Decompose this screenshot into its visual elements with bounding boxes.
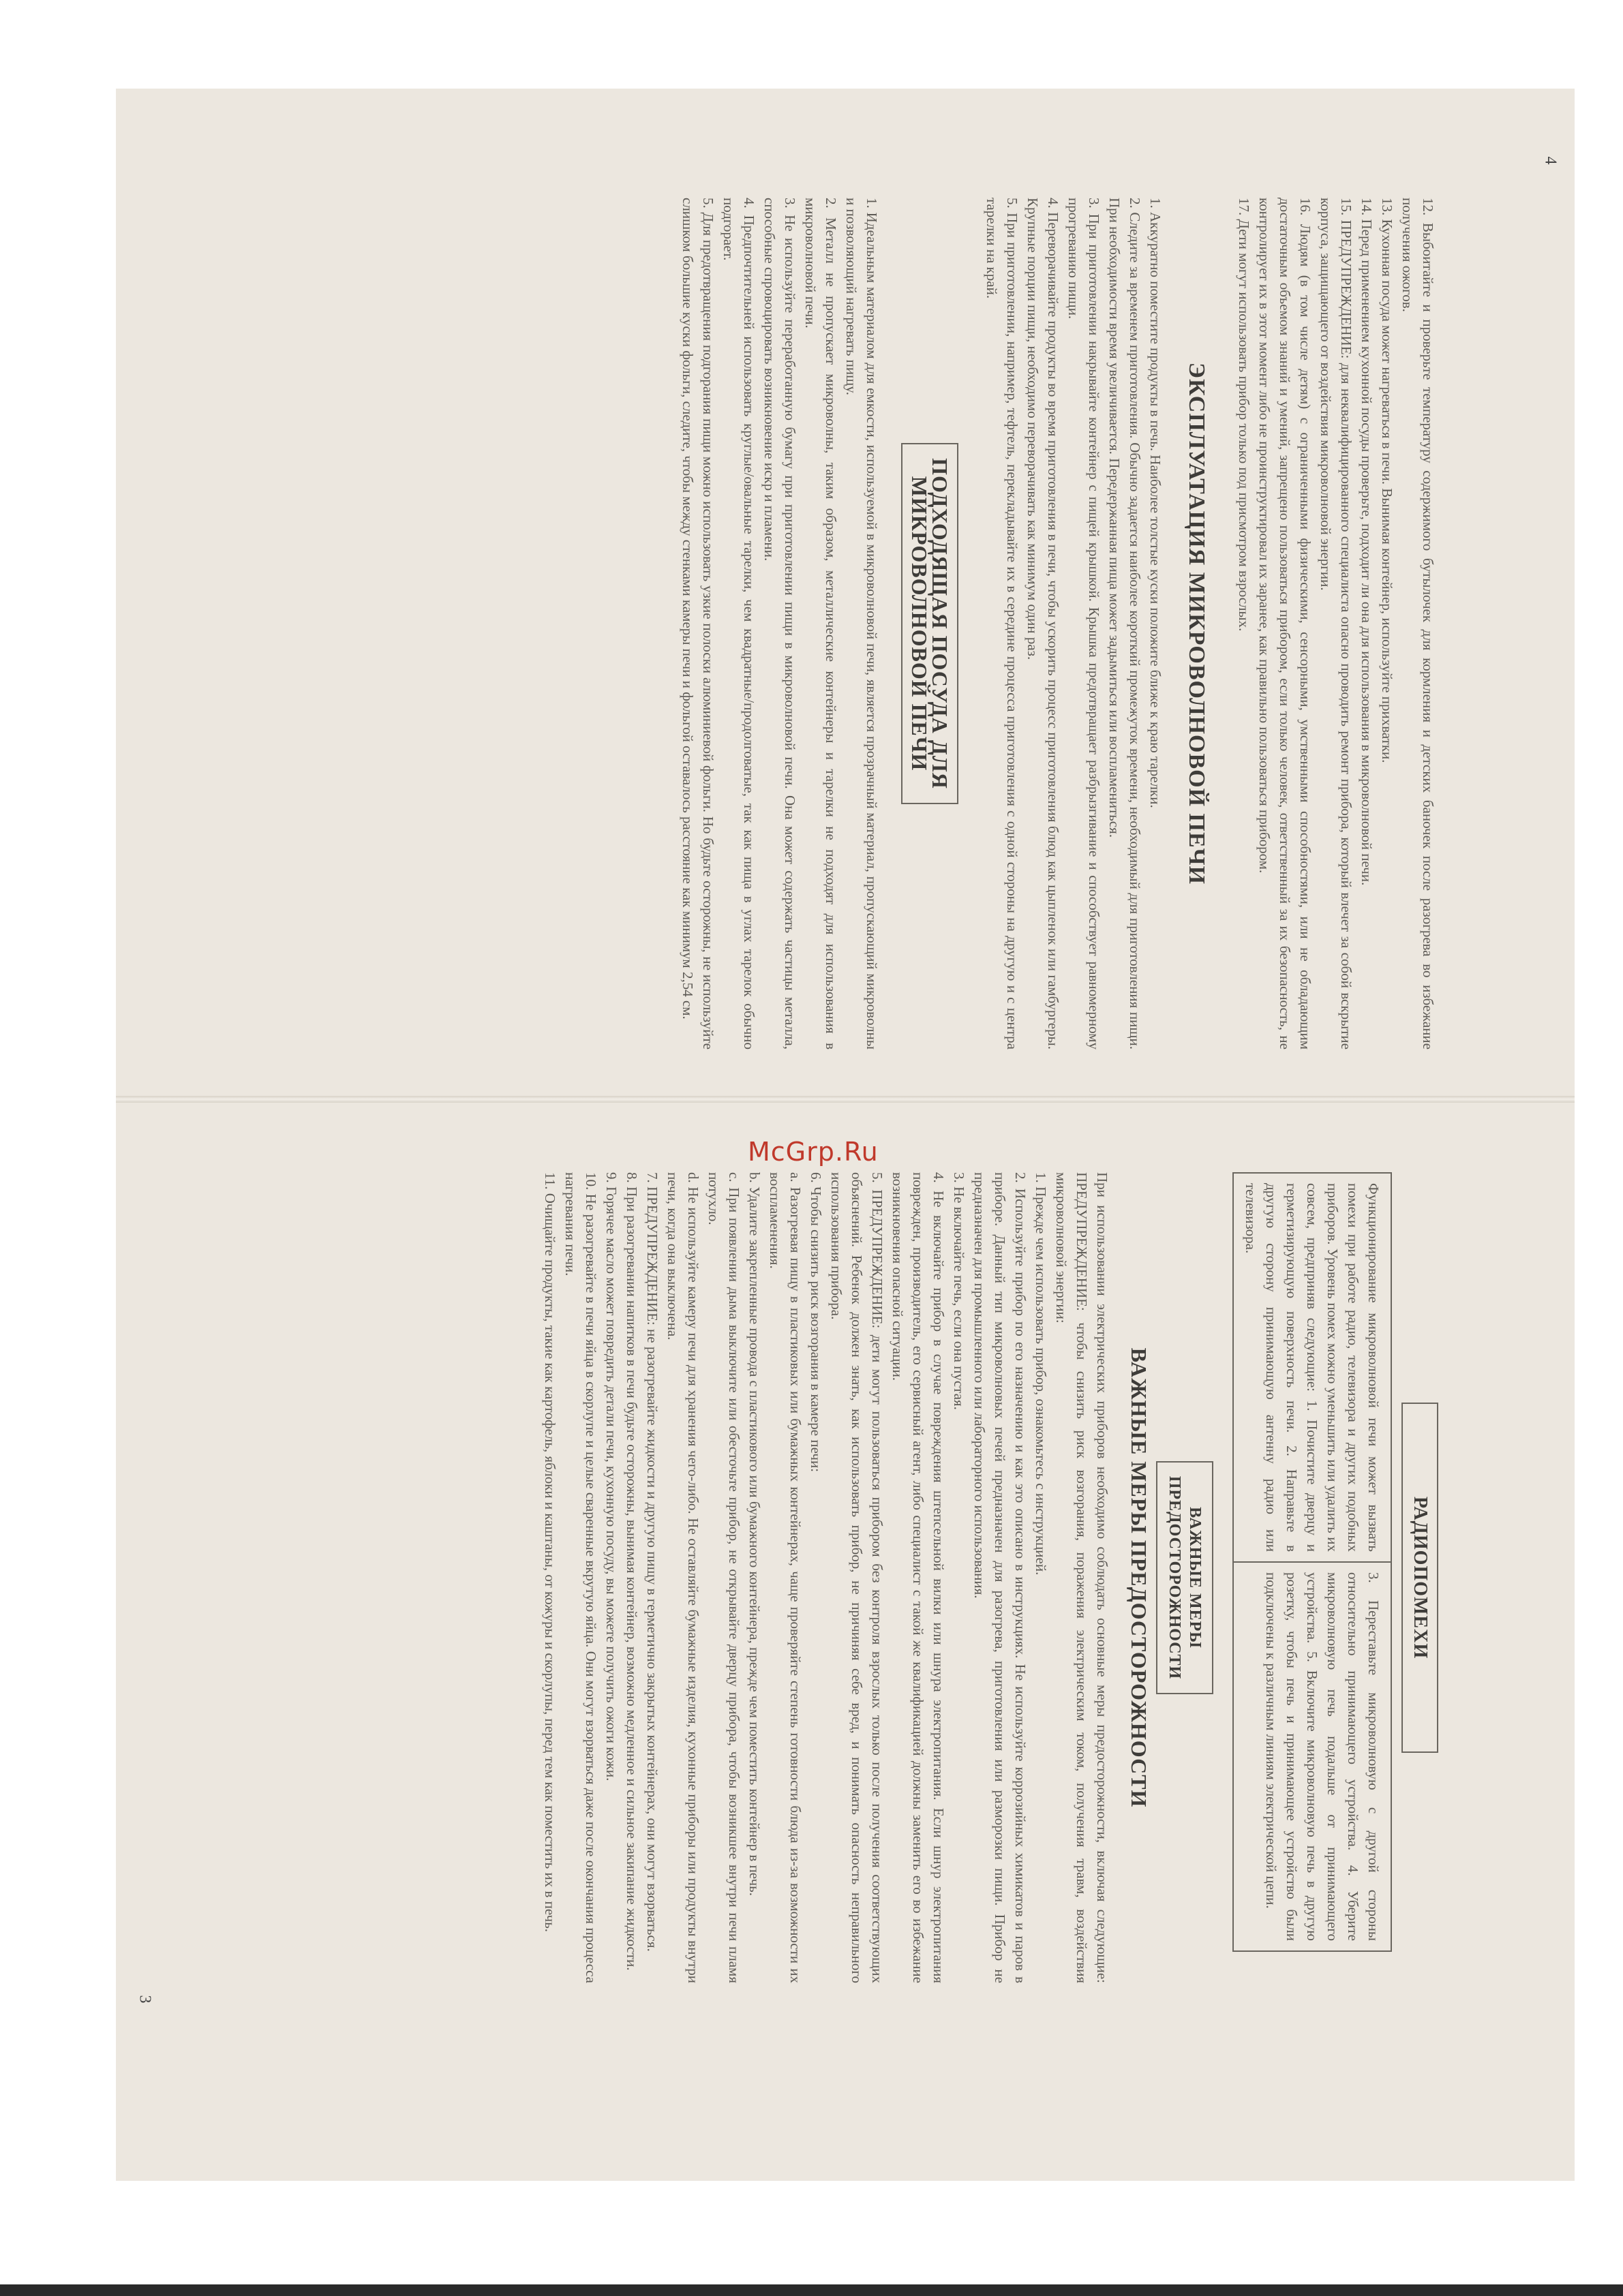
warnings-continued [678, 198, 1438, 1050]
list-item: a. Разогревая пищу в пластиковых или бумажных контейнерах, чаще проверяйте степень готовности блюда из-за возможности их воспламенения. [767, 1172, 804, 1983]
heading-radio-box [1401, 1403, 1438, 1753]
list-item: 3. Не включайте печь, если она пустая. [951, 1172, 967, 1410]
precautions-column [540, 1172, 1438, 1983]
list-item: 2. Металл не пропускает микроволны, таким образом, металлические контейнеры и тарелки не подходят для использования в микроволновой печи. [802, 198, 839, 1050]
list-item: 6. Чтобы снизить риск возгорания в камере печи: [808, 1172, 824, 1473]
list-item: 2. Следите за временем приготовления. Обычно задается наиболее короткий промежуток времени, необходимый для приготовления пищи. При необходимости время увеличивается. Передержанная пища может задымиться или воспламениться. [1106, 198, 1143, 1050]
list-item: 15. ПРЕДУПРЕЖДЕНИЕ: для неквалифицированного специалиста опасно проводить ремонт прибора, который влечет за собой вскрытие корпуса, защищающего от воздействия микроволновой энергии. [1318, 198, 1354, 1050]
list-item: 7. ПРЕДУПРЕЖДЕНИЕ: не разогревайте жидкости и другую пищу в герметично закрытых контейнерах, они могут взорваться. [644, 1172, 661, 1952]
list-item: 1. Аккуратно поместите продукты в печь. Наиболее толстые куски положите ближе к краю тарелки. [1147, 198, 1164, 808]
list-item: 11. Очищайте продукты, такие как картофель, яблоки и каштаны, от кожуры и скорлупы, перед тем как поместить их в печь. [542, 1172, 558, 1933]
list-item: c. При появлении дыма выключите или обесточьте прибор, не открывайте дверцу прибора, чтобы возникшее внутри печи пламя потухло. [706, 1172, 742, 1983]
page-number-right: 4 [1541, 156, 1560, 165]
list-item: 12. Выбоитайте и проверьте температуру содержимого бутылочек для кормления и детских баночек после разогрева во избежание получения ожогов. [1399, 198, 1436, 1050]
list-item: 4. Предпочтительней использовать круглые/овальные тарелки, чем квадратные/продолговатые, так как пища в углах тарелок обычно подгорает. [721, 198, 757, 1050]
heading-exploit: ЭКСПЛУАТАЦИЯ МИКРОВОЛНОВОЙ ПЕЧИ [1184, 362, 1209, 885]
heading-dishes-line1: ПОДХОДЯЩАЯ ПОСУДА ДЛЯ [928, 458, 952, 789]
radio-left-cell: Функционирование микроволновой печи может вызвать помехи при работе радио, телевизора и других подобных приборов. Уровень помех можно уменьшить или удалить их совсем, предприняв следующие: 1. Почистите дверцу и герметизирующую поверхность печи. 2. Направьте в другую сторону принимающую антенну радио или телевизора. [1243, 1183, 1382, 1552]
list-item: 5. При приготовлении, например, тефтель, перекладывайте их в середине процесса приготовления с одной стороны на другую и с центра тарелки на край. [984, 198, 1020, 1050]
page-number-left: 3 [136, 1995, 154, 2004]
page-4 [279, 198, 1438, 1063]
heading-radio: РАДИОПОМЕХИ [1410, 1496, 1431, 1659]
heading-main: ВАЖНЫЕ МЕРЫ ПРЕДОСТОРОЖНОСТИ [1127, 1347, 1151, 1808]
list-item: 3. При приготовлении накрывайте контейнер с пищей крышкой. Крышка предотвращает разбрызгивание и способствует равномерному прогреванию пищи. [1065, 198, 1102, 1050]
list-item: 4. Не включайте прибор в случае повреждения штепсельной вилки или шнура электропитания. Если шнур электропитания поврежден, производитель, его сервисный агент, либо специалист с такой же квалификацией должны заменить его во избежание возникновения опасной ситуации. [890, 1172, 947, 1983]
heading-box-line1: ВАЖНЫЕ МЕРЫ [1186, 1507, 1204, 1649]
list-item: 9. Горячее масло может повредить детали печи, кухонную посуду, вы можете получить ожоги кожи. [603, 1172, 620, 1781]
radio-right-cell: 3. Переставьте микроволновую с другой стороны относительно принимающего устройства. 4. Уберите микроволновую печь подальше от принимающего устройства. 5. Включите микроволновую печь в другую розетку, чтобы печь и принимающее устройство были подключены к различным линиям электрической цепи. [1234, 1561, 1391, 1950]
page-fold [116, 1096, 1575, 1103]
list-item: 1. Прежде чем использовать прибор, ознакомьтесь с инструкцией. [1033, 1172, 1049, 1576]
list-item: 14. Перед применением кухонной посуды проверьте, подходит ли она для использования в микроволновой печи. [1359, 198, 1375, 886]
list-item: b. Удалите закрепленные провода с пластикового или бумажного контейнера, прежде чем поместить контейнер в печь. [746, 1172, 763, 1896]
list-item: 3. Не используйте переработанную бумагу при приготовлении пищи в микроволновой печи. Она может содержать частицы металла, способные спровоцировать возникновение искр и пламени. [761, 198, 798, 1050]
list-item: 2. Используйте прибор по его назначению и как это описано в инструкциях. Не используйте коррозийных химикатов и паров в приборе. Данный тип микроволновых печей предназначен для разогрева, приготовления или разморозки пищи. Прибор не предназначен для промышленного или лабораторного использования. [971, 1172, 1029, 1983]
list-item: 4. Переворачивайте продукты во время приготовления в печи, чтобы ускорить процесс приготовления блюд как цыпленок или гамбургеры. Крупные порции пищи, необходимо переворачивать как минимум один раз. [1025, 198, 1061, 1050]
heading-dishes-line2: МИКРОВОЛНОВОЙ ПЕЧИ [907, 476, 932, 771]
heading-box-line2: ПРЕДОСТОРОЖНОСТИ [1166, 1475, 1183, 1680]
list-item: d. Не используйте камеру печи для хранения чего-либо. Не оставляйте бумажные изделия, кухонные приборы или продукты внутри печи, когда она выключена. [665, 1172, 701, 1983]
list-item: 10. Не разогревайте в печи яйца в скорлупе и целые сваренные вкрутую яйца. Они могут взорваться даже после окончания процесса нагревания печи. [562, 1172, 599, 1983]
page-3 [286, 1172, 1438, 2045]
list-item: 13. Кухонная посуда может нагреваться в печи. Вынимая контейнер, используйте прихватки. [1379, 198, 1395, 763]
list-item: 5. ПРЕДУПРЕЖДЕНИЕ: дети могут пользоваться прибором без контроля взрослых только после получения соответствующих объяснений. Ребенок должен знать, как использовать прибор, не причиняя себе вред, и понимать опасность неправильного использования прибора. [828, 1172, 885, 1983]
list-item: 8. При разогревании напитков в печи будьте осторожны, вынимая контейнер, возможно медленное и сильное закипание жидкости. [624, 1172, 640, 1971]
watermark: McGrp.Ru [748, 1137, 879, 1167]
list-item: 17. Дети могут использовать прибор только под присмотром взрослых. [1236, 198, 1252, 632]
heading-box [1156, 1461, 1213, 1694]
heading-dishes-box [901, 443, 958, 804]
list-item: 5. Для предотвращения подгорания пищи можно использовать узкие полоски алюминиевой фольги. Но будьте осторожны, не используйте слишком большие куски фольги, следите, чтобы между стенками камеры печи и фольгой оставалось расстояние как минимум 2,54 см. [680, 198, 716, 1050]
radio-table [1232, 1172, 1392, 1952]
scan-edge [0, 2284, 1623, 2296]
list-item: 16. Людям (в том числе детям) с ограниченными физическими, сенсорными, умственными способностями, или не обладающим достаточным объемом знаний и умений, запрещено пользоваться прибором, если только человек, ответственный за их безопасность, не контролирует их в этот момент либо не проинструктировал их заранее, как правильно пользоваться прибором. [1256, 198, 1314, 1050]
intro-paragraph: При использовании электрических приборов необходимо соблюдать основные меры предосторожности, включая следующие: ПРЕДУПРЕЖДЕНИЕ: чтобы снизить риск возгорания, поражения электрическим током, получения травм, воздействия микроволновой энергии: [1053, 1172, 1110, 1983]
list-item: 1. Идеальным материалом для емкости, используемой в микроволновой печи, является прозрачный материал, пропускающий микроволны и позволяющий нагревать пищу. [843, 198, 880, 1050]
